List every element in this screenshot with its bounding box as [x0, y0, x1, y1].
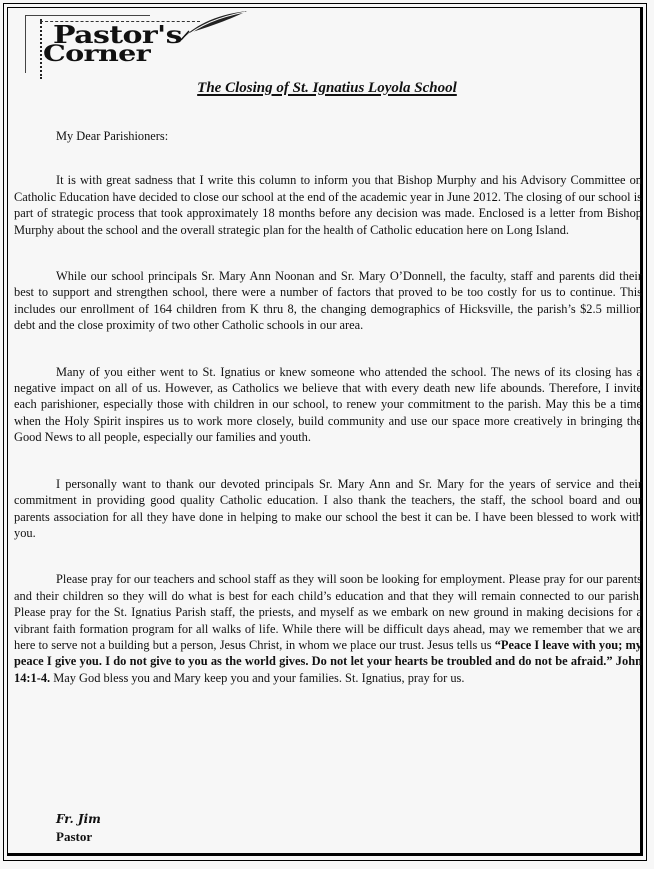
paragraph-text: Please pray for our teachers and school staff as they will soon be looking for employment. Please pray for our parents and their children so they will do what is best for each child’s education and that they will remain connected to our parish. Please pray for the St. Ignatius Parish staff, the priests, and myself as we embark on new ground in making decisions for a vibrant faith formation program for all walks of life. While there will be difficult days ahead, may we remember that we are here to serve not a building but a person, Jesus Christ, in whom we place our trust. Jesus tells us — [14, 572, 642, 652]
paragraph-final — [14, 571, 642, 686]
letter-body — [14, 128, 642, 686]
pastors-corner-logo — [17, 9, 247, 79]
scripture-quote: “Peace I leave with you; my peace I give you. I do not give to you as the world gives. Do not let your hearts be troubled and do not be afraid.” John 14:1-4. — [14, 637, 643, 685]
logo-dotted-rule — [40, 19, 42, 79]
paragraph: While our school principals Sr. Mary Ann Noonan and Sr. Mary O’Donnell, the faculty, staff and parents did their best to support and strengthen school, there were a number of factors that proved to be too costly for us to continue. This includes our enrollment of 164 children from K thru 8, the changing demographics of Hicksville, the parish’s $2.5 million debt and the close proximity of two other Catholic schools in our area. — [14, 269, 642, 333]
article-title: The Closing of St. Ignatius Loyola School — [197, 80, 457, 96]
paragraph: Many of you either went to St. Ignatius or knew someone who attended the school. The news of its closing has a negative impact on all of us. However, as Catholics we believe that with every death new life abounds. Therefore, I invite each parishioner, especially those with children in our school, to renew your commitment to the parish. May this be a time when the Holy Spirit inspires us to work more closely, build community and use our space more creatively in bringing the Good News to all people, especially our families and youth. — [14, 364, 642, 445]
paragraph: I personally want to thank our devoted principals Sr. Mary Ann and Sr. Mary for the years of service and their commitment in providing good quality Catholic education. I also thank the teachers, the staff, the school board and our parents association for all they have done in helping to make our school the best it can be. I have been blessed to work with you. — [14, 476, 642, 540]
signature-role: Pastor — [56, 829, 93, 844]
quill-pen-icon — [179, 9, 249, 41]
signature-block — [56, 810, 101, 846]
paragraph: It is with great sadness that I write this column to inform you that Bishop Murphy and his Advisory Committee on Catholic Education have decided to close our school at the end of the academic year in June 2012. The closing of our school is part of strategic process that took approximately 18 months before any decision was made. Enclosed is a letter from Bishop Murphy about the school and the overall strategic plan for the health of Catholic education here on Long Island. — [14, 173, 642, 237]
logo-text-line2: Corner — [43, 41, 151, 67]
paragraph-text: May God bless you and Mary keep you and your families. St. Ignatius, pray for us. — [50, 670, 465, 685]
salutation: My Dear Parishioners: — [56, 129, 169, 143]
logo-rule — [25, 15, 26, 73]
signature-name: Fr. Jim — [56, 812, 101, 826]
logo-rule — [25, 15, 150, 16]
logo-text-line1: Pastor's — [53, 20, 182, 49]
